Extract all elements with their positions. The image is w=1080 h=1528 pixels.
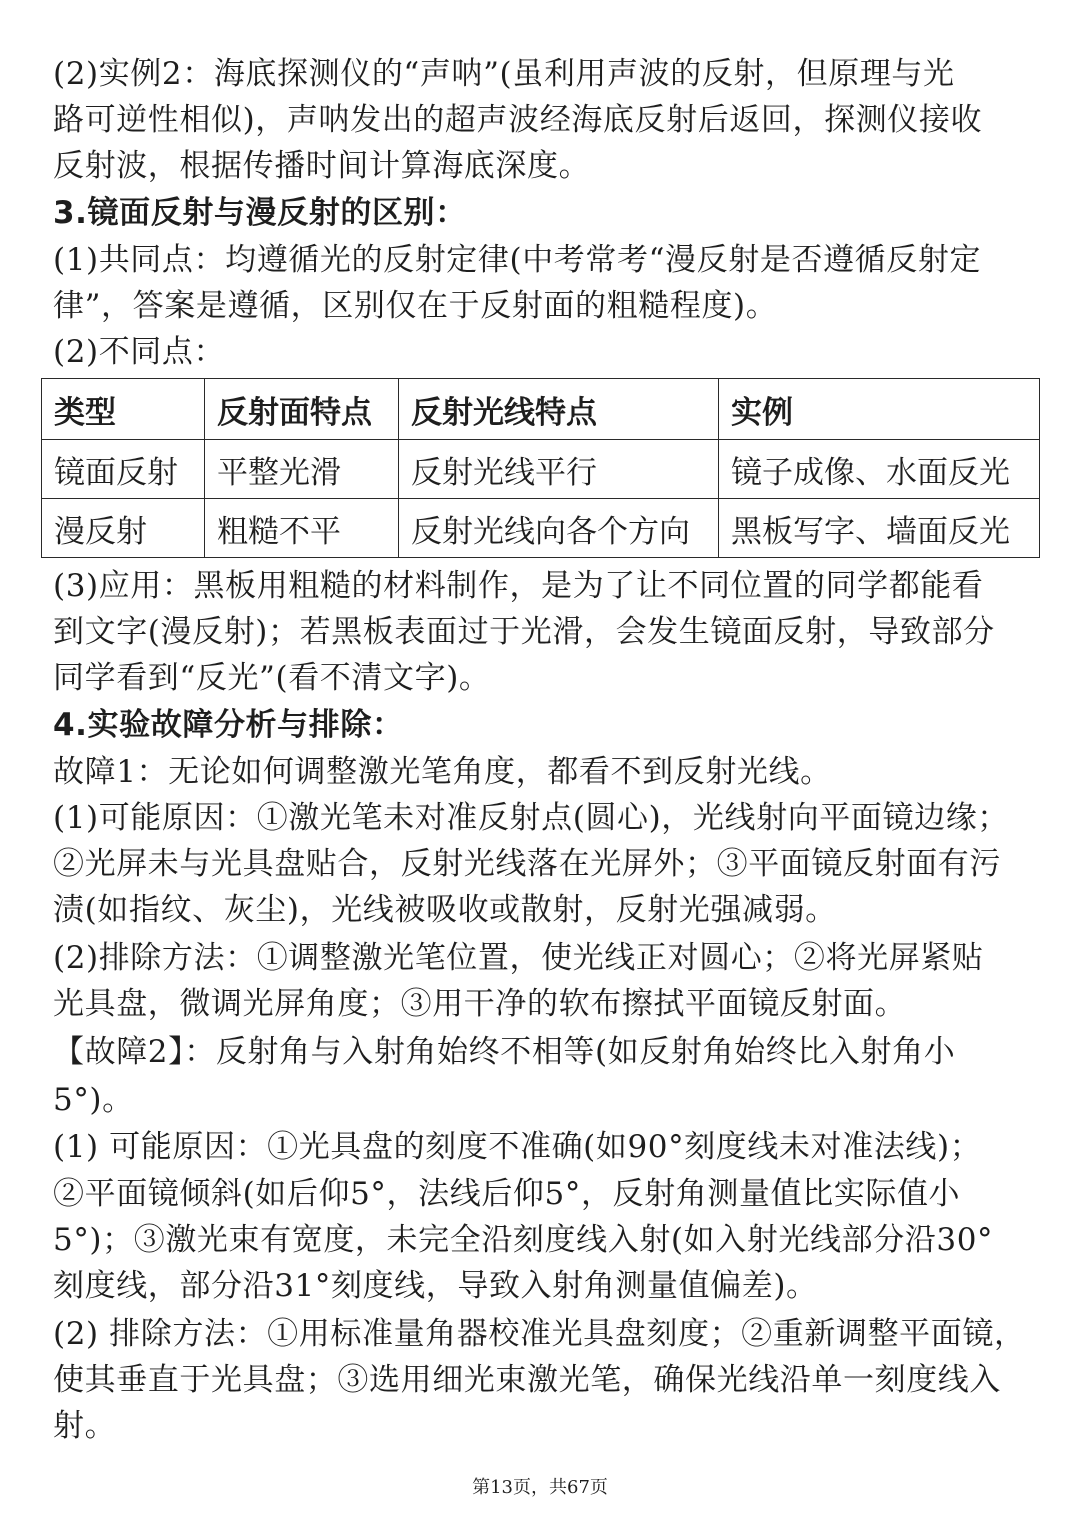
paragraph-line: (2)不同点： <box>53 334 226 370</box>
paragraph-line: ②平面镜倾斜(如后仰5°，法线后仰5°，反射角测量值比实际值小 <box>53 1176 961 1212</box>
section-heading: 4.实验故障分析与排除： <box>53 707 404 743</box>
table-header-cell: 实例 <box>719 379 1040 440</box>
table-cell: 黑板写字、墙面反光 <box>719 499 1040 558</box>
paragraph-line: 同学看到“反光”(看不清文字)。 <box>53 660 491 696</box>
paragraph-line: 【故障2】：反射角与入射角始终不相等(如反射角始终比入射角小 <box>53 1034 956 1070</box>
comparison-table <box>41 378 1040 558</box>
table-header-cell: 类型 <box>42 379 205 440</box>
paragraph-line: (1)可能原因：①激光笔未对准反射点(圆心)，光线射向平面镜边缘； <box>53 800 1009 836</box>
paragraph-line: (2)实例2：海底探测仪的“声呐”(虽利用声波的反射，但原理与光 <box>53 56 955 92</box>
paragraph-line: 光具盘，微调光屏角度；③用干净的软布擦拭平面镜反射面。 <box>53 986 907 1022</box>
paragraph-line: (3)应用：黑板用粗糙的材料制作，是为了让不同位置的同学都能看 <box>53 568 984 604</box>
table-header-cell: 反射面特点 <box>205 379 399 440</box>
paragraph-line: 律”，答案是遵循，区别仅在于反射面的粗糙程度)。 <box>53 288 778 324</box>
paragraph-line: 5°)；③激光束有宽度，未完全沿刻度线入射(如入射光线部分沿30° <box>53 1222 994 1258</box>
paragraph-line: (2) 排除方法：①用标准量角器校准光具盘刻度；②重新调整平面镜， <box>53 1316 1026 1352</box>
table-header-row <box>42 379 1040 440</box>
paragraph-line: 刻度线，部分沿31°刻度线，导致入射角测量值偏差)。 <box>53 1268 818 1304</box>
table-row <box>42 440 1040 499</box>
paragraph-line: 使其垂直于光具盘；③选用细光束激光笔，确保光线沿单一刻度线入 <box>53 1362 1001 1398</box>
paragraph-line: 5°)。 <box>53 1082 134 1118</box>
table-cell: 平整光滑 <box>205 440 399 499</box>
paragraph-line: 到文字(漫反射)；若黑板表面过于光滑，会发生镜面反射，导致部分 <box>53 614 995 650</box>
table-cell: 反射光线平行 <box>399 440 719 499</box>
page-footer: 第13页，共67页 <box>472 1477 608 1498</box>
table-cell: 反射光线向各个方向 <box>399 499 719 558</box>
paragraph-line: 渍(如指纹、灰尘)，光线被吸收或散射，反射光强减弱。 <box>53 892 837 928</box>
table-cell: 粗糙不平 <box>205 499 399 558</box>
table-cell: 漫反射 <box>42 499 205 558</box>
paragraph-line: ②光屏未与光具盘贴合，反射光线落在光屏外；③平面镜反射面有污 <box>53 846 1001 882</box>
table-cell: 镜面反射 <box>42 440 205 499</box>
paragraph-line: 故障1：无论如何调整激光笔角度，都看不到反射光线。 <box>53 754 832 790</box>
paragraph-line: (1)共同点：均遵循光的反射定律(中考常考“漫反射是否遵循反射定 <box>53 242 982 278</box>
table-header-cell: 反射光线特点 <box>399 379 719 440</box>
paragraph-line: (1) 可能原因：①光具盘的刻度不准确(如90°刻度线未对准法线)； <box>53 1129 982 1165</box>
table-cell: 镜子成像、水面反光 <box>719 440 1040 499</box>
section-heading: 3.镜面反射与漫反射的区别： <box>53 195 467 231</box>
paragraph-line: 路可逆性相似)，声呐发出的超声波经海底反射后返回，探测仪接收 <box>53 102 983 138</box>
table-row <box>42 499 1040 558</box>
paragraph-line: 反射波，根据传播时间计算海底深度。 <box>53 148 591 184</box>
paragraph-line: 射。 <box>53 1408 117 1444</box>
paragraph-line: (2)排除方法：①调整激光笔位置，使光线正对圆心；②将光屏紧贴 <box>53 940 984 976</box>
